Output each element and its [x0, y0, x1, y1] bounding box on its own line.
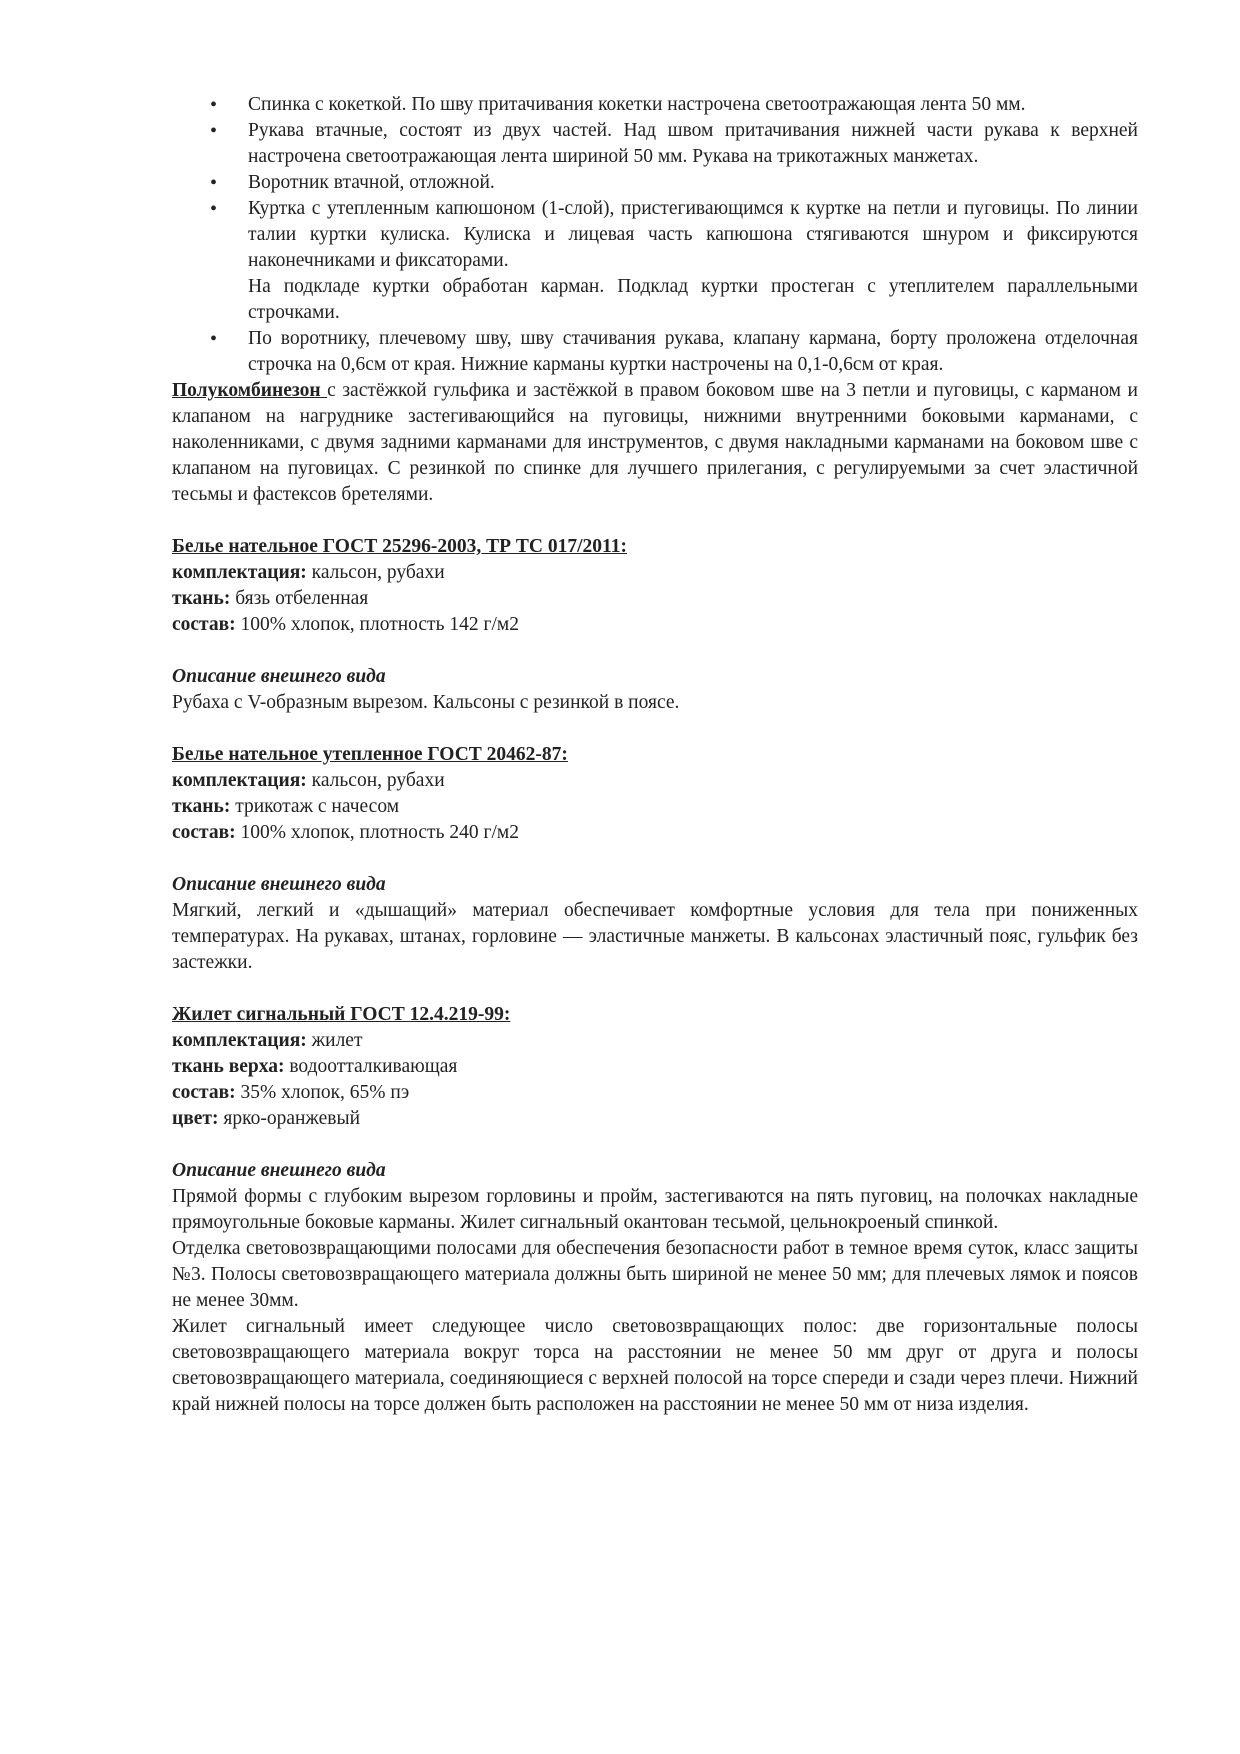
warm-underwear-desc-title: Описание внешнего вида [172, 874, 386, 895]
overalls-text: с застёжкой гульфика и застёжкой в правом боковом шве на 3 петли и пуговицы, с карманом и клапаном на нагруднике застегивающийся на пуговицы, нижними внутренними боковыми карманами, с наколенниками, с двумя задними карманами для инструментов, с двумя накладными карманами на боковом шве с клапаном на пуговицах. С резинкой по спинке для лучшего прилегания, с регулируемыми за счет эластичной тесьмы и фастексов бретелями. [172, 380, 1138, 505]
vest-desc-paragraph: Отделка световозвращающими полосами для обеспечения безопасности работ в темное время суток, класс защиты №3. Полосы световозвращающего материала должны быть шириной не менее 50 мм; для плечевых лямок и поясов не менее 30мм. [172, 1238, 1138, 1311]
list-item: • Куртка с утепленным капюшоном (1-слой), пристегивающимся к куртке на петли и пуговицы. По линии талии куртки кулиска. Кулиска и лицевая часть капюшона стягиваются шнуром и фиксируются наконечниками и фиксаторами. На подкладе куртки обработан карман. Подклад куртки простеган с утеплителем параллельными строчками. [172, 196, 1138, 326]
vest-section [172, 1002, 1138, 1418]
underwear-fabric: ткань: бязь отбеленная [172, 588, 369, 609]
list-item: • Воротник втачной, отложной. [172, 170, 1138, 196]
vest-fabric: ткань верха: водоотталкивающая [172, 1056, 458, 1077]
vest-desc-paragraph: Прямой формы с глубоким вырезом горловины и пройм, застегиваются на пять пуговиц, на полочках накладные прямоугольные боковые карманы. Жилет сигнальный окантован тесьмой, цельнокроеный спинкой. [172, 1186, 1138, 1233]
document-page [172, 92, 1138, 1418]
underwear-composition: состав: 100% хлопок, плотность 142 г/м2 [172, 614, 519, 635]
list-item: • Рукава втачные, состоят из двух частей. Над швом притачивания нижней части рукава к верхней настрочена светоотражающая лента шириной 50 мм. Рукава на трикотажных манжетах. [172, 118, 1138, 170]
warm-underwear-desc-text: Мягкий, легкий и «дышащий» материал обеспечивает комфортные условия для тела при пониженных температурах. На рукавах, штанах, горловине — эластичные манжеты. В кальсонах эластичный пояс, гульфик без застежки. [172, 900, 1138, 973]
vest-heading: Жилет сигнальный ГОСТ 12.4.219-99: [172, 1004, 511, 1025]
overalls-title: Полукомбинезон [172, 380, 328, 401]
list-item: • По воротнику, плечевому шву, шву стачивания рукава, клапану кармана, борту проложена отделочная строчка на 0,6см от края. Нижние карманы куртки настрочены на 0,1-0,6см от края. [172, 326, 1138, 378]
warm-underwear-composition: состав: 100% хлопок, плотность 240 г/м2 [172, 822, 519, 843]
vest-desc-paragraph: Жилет сигнальный имеет следующее число световозвращающих полос: две горизонтальные полосы световозвращающего материала вокруг торса на расстоянии не менее 50 мм друг от друга и полосы световозвращающего материала, соединяющиеся с верхней полосой на торсе спереди и сзади через плечи. Нижний край нижней полосы на торсе должен быть расположен на расстоянии не менее 50 мм от низа изделия. [172, 1316, 1138, 1415]
vest-desc-title: Описание внешнего вида [172, 1160, 386, 1181]
warm-underwear-kit: комплектация: кальсон, рубахи [172, 770, 445, 791]
warm-underwear-heading: Белье нательное утепленное ГОСТ 20462-87: [172, 744, 568, 765]
underwear-section [172, 534, 1138, 716]
underwear-kit: комплектация: кальсон, рубахи [172, 562, 445, 583]
underwear-heading: Белье нательное ГОСТ 25296-2003, ТР ТС 017/2011: [172, 536, 627, 557]
vest-kit: комплектация: жилет [172, 1030, 363, 1051]
jacket-features-list [172, 92, 1138, 378]
vest-composition: состав: 35% хлопок, 65% пэ [172, 1082, 410, 1103]
list-item: • Спинка с кокеткой. По шву притачивания кокетки настрочена светоотражающая лента 50 мм. [172, 92, 1138, 118]
underwear-desc-text: Рубаха с V-образным вырезом. Кальсоны с резинкой в поясе. [172, 692, 680, 713]
overalls-paragraph [172, 378, 1138, 508]
warm-underwear-section [172, 742, 1138, 976]
underwear-desc-title: Описание внешнего вида [172, 666, 386, 687]
warm-underwear-fabric: ткань: трикотаж с начесом [172, 796, 400, 817]
vest-color: цвет: ярко-оранжевый [172, 1108, 361, 1129]
